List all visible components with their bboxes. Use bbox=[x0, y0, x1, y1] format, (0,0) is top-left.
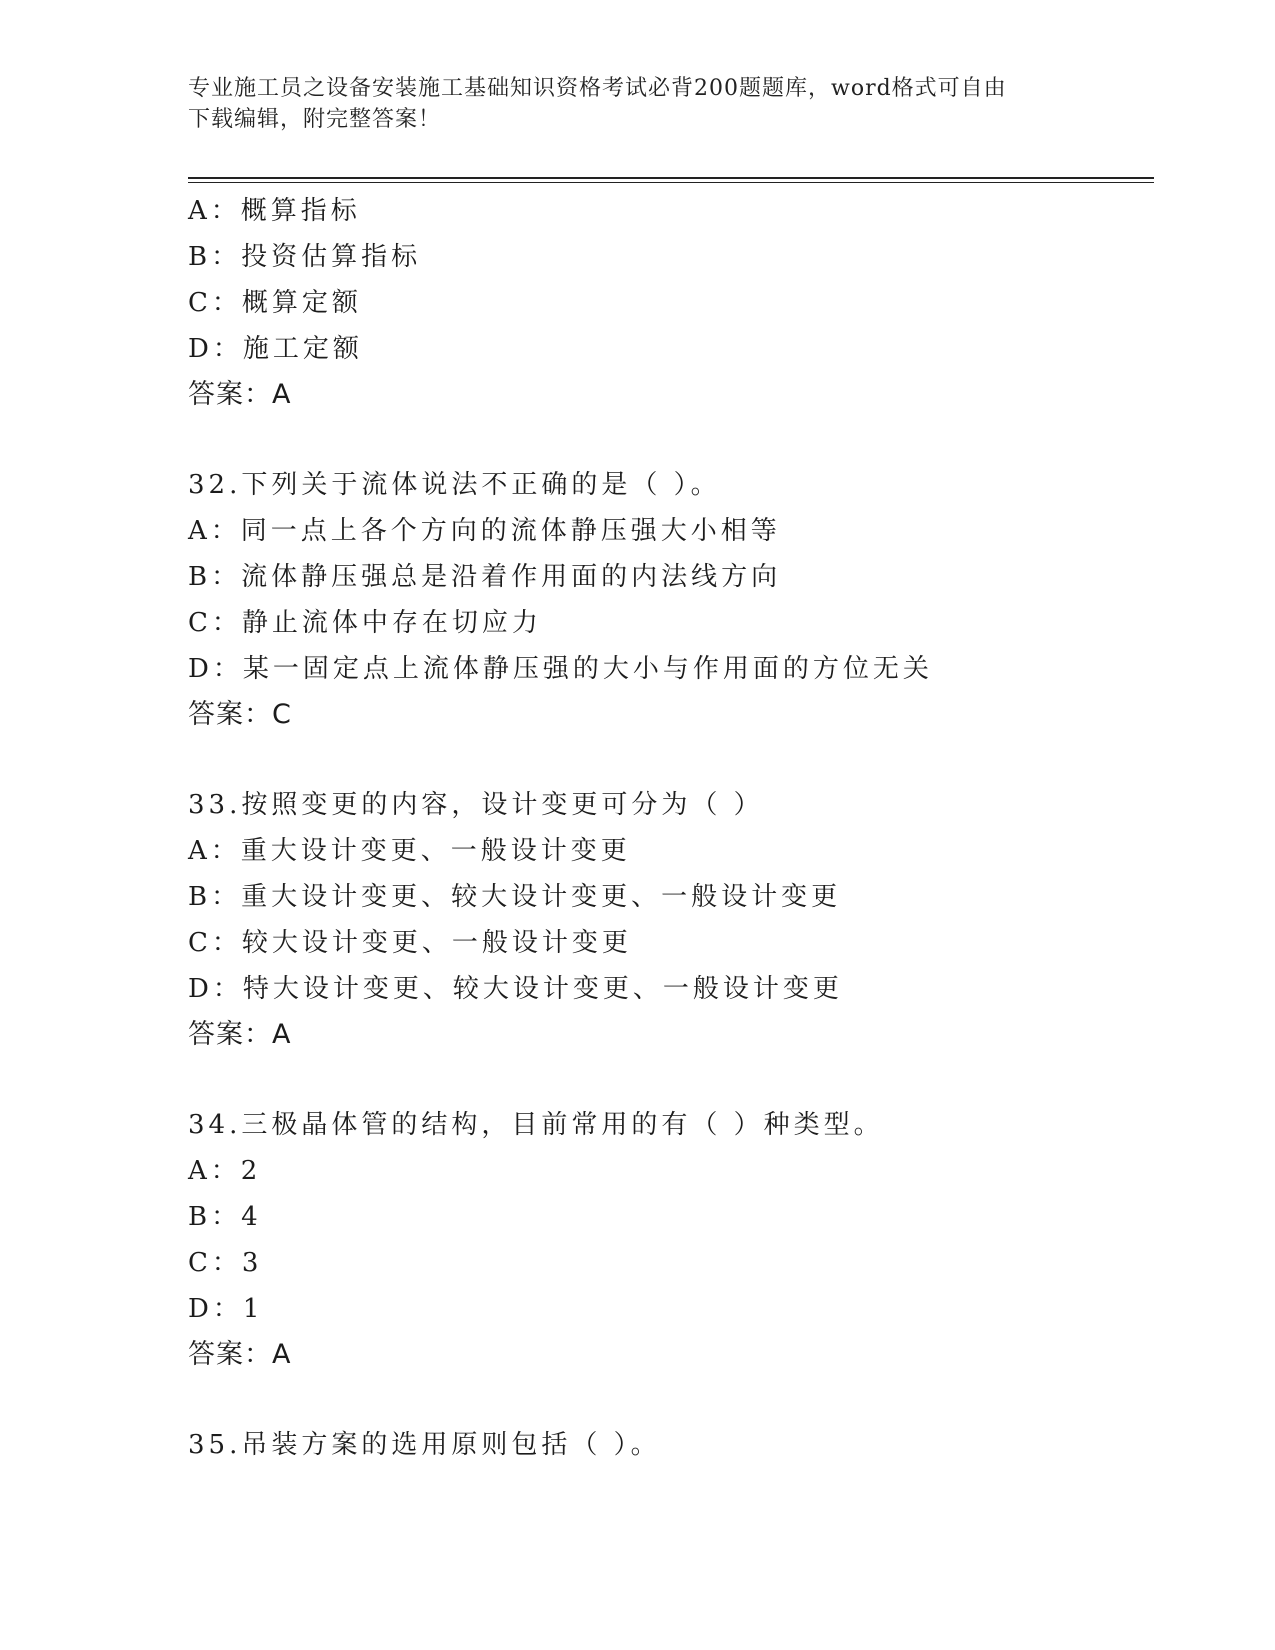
question-stem: 35.吊装方案的选用原则包括（ ）。 bbox=[188, 1430, 661, 1460]
question-34 bbox=[188, 1102, 1154, 1378]
answer: 答案：A bbox=[188, 1019, 292, 1050]
option-a: A：同一点上各个方向的流体静压强大小相等 bbox=[188, 516, 781, 546]
question-31-continued bbox=[188, 188, 1154, 418]
question-33 bbox=[188, 782, 1154, 1058]
option-b: B：投资估算指标 bbox=[188, 242, 422, 272]
option-b: B：流体静压强总是沿着作用面的内法线方向 bbox=[188, 562, 782, 592]
option-c: C：3 bbox=[188, 1248, 263, 1278]
answer: 答案：C bbox=[188, 699, 292, 730]
answer: 答案：A bbox=[188, 379, 292, 410]
option-a: A：重大设计变更、一般设计变更 bbox=[188, 836, 631, 866]
document-header bbox=[188, 73, 1088, 135]
answer: 答案：A bbox=[188, 1339, 292, 1370]
question-32 bbox=[188, 462, 1154, 738]
question-stem: 32.下列关于流体说法不正确的是（ ）。 bbox=[188, 470, 721, 500]
option-a: A：2 bbox=[188, 1156, 262, 1186]
option-c: C：较大设计变更、一般设计变更 bbox=[188, 928, 632, 958]
header-rule-thick bbox=[188, 177, 1154, 179]
option-d: D：特大设计变更、较大设计变更、一般设计变更 bbox=[188, 974, 843, 1004]
option-c: C：概算定额 bbox=[188, 288, 362, 318]
option-c: C：静止流体中存在切应力 bbox=[188, 608, 542, 638]
option-d: D：某一固定点上流体静压强的大小与作用面的方位无关 bbox=[188, 654, 933, 684]
header-line-2: 下载编辑，附完整答案！ bbox=[188, 107, 442, 132]
question-stem: 33.按照变更的内容，设计变更可分为（ ） bbox=[188, 790, 764, 820]
option-d: D：1 bbox=[188, 1294, 264, 1324]
question-35 bbox=[188, 1422, 1154, 1468]
question-list bbox=[188, 188, 1154, 1468]
question-stem: 34.三极晶体管的结构，目前常用的有（ ）种类型。 bbox=[188, 1110, 884, 1140]
option-d: D：施工定额 bbox=[188, 334, 363, 364]
header-rule-thin bbox=[188, 182, 1154, 183]
option-b: B：4 bbox=[188, 1202, 262, 1232]
option-b: B：重大设计变更、较大设计变更、一般设计变更 bbox=[188, 882, 842, 912]
header-line-1: 专业施工员之设备安装施工基础知识资格考试必背200题题库，word格式可自由 bbox=[188, 76, 1007, 101]
option-a: A：概算指标 bbox=[188, 196, 361, 226]
